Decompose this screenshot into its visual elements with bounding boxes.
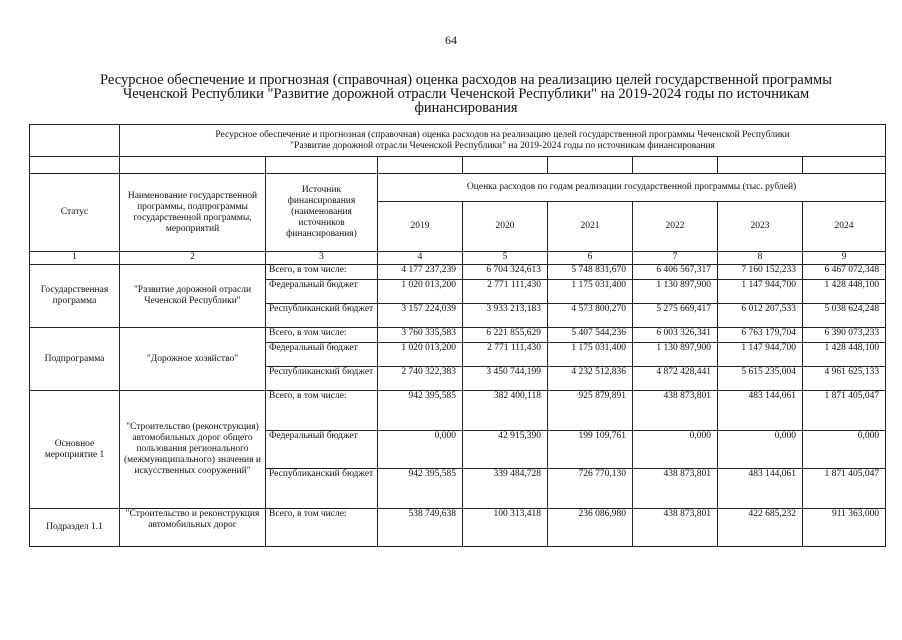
value-cell: 5 748 831,670 [548,265,633,280]
value-cell: 1 175 031,400 [548,280,633,304]
source-cell: Всего, в том числе: [266,265,378,280]
column-number: 1 [30,252,120,265]
value-cell: 1 871 405,047 [803,469,886,509]
funding-table [29,124,886,547]
value-cell: 438 873,801 [633,469,718,509]
empty-cell [30,125,120,157]
group-name: "Строительство (реконструкция) автомобильных дорог общего пользования регионального (межмуниципального) значения и искусственных сооружений" [120,391,266,509]
value-cell: 1 147 944,700 [718,343,803,367]
document-title [60,73,872,115]
value-cell: 483 144,061 [718,469,803,509]
value-cell: 2 771 111,430 [463,343,548,367]
value-cell: 7 160 152,233 [718,265,803,280]
group-name: "Развитие дорожной отрасли Чеченской Республики" [120,265,266,328]
column-number: 6 [548,252,633,265]
group-name: "Дорожное хозяйство" [120,328,266,391]
header-year: 2019 [378,202,463,252]
value-cell: 382 400,118 [463,391,548,431]
value-cell: 1 871 405,047 [803,391,886,431]
header-year: 2021 [548,202,633,252]
empty-cell [30,157,120,174]
value-cell: 42 915,390 [463,431,548,469]
value-cell: 3 450 744,199 [463,367,548,391]
value-cell: 2 740 322,383 [378,367,463,391]
value-cell: 4 177 237,239 [378,265,463,280]
value-cell: 6 704 324,613 [463,265,548,280]
empty-cell [378,157,463,174]
value-cell: 0,000 [378,431,463,469]
value-cell: 3 760 335,583 [378,328,463,343]
value-cell: 1 428 448,100 [803,343,886,367]
page-number: 64 [445,33,457,47]
value-cell: 925 879,891 [548,391,633,431]
empty-cell [718,157,803,174]
source-cell: Всего, в том числе: [266,391,378,431]
title-line-3: финансирования [414,100,518,116]
header-source: Источник финансирования (наименования источников финансирования) [266,174,378,252]
value-cell: 199 109,761 [548,431,633,469]
source-cell: Федеральный бюджет [266,343,378,367]
header-year: 2022 [633,202,718,252]
value-cell: 1 020 013,200 [378,280,463,304]
group-status: Основное мероприятие 1 [30,391,120,509]
value-cell: 0,000 [633,431,718,469]
column-number: 8 [718,252,803,265]
table-caption [120,125,886,157]
value-cell: 3 933 213,183 [463,304,548,328]
value-cell: 0,000 [718,431,803,469]
table-caption-line-1: Ресурсное обеспечение и прогнозная (справочная) оценка расходов на реализацию целей государственной программы Чеченской Республики [215,129,790,140]
value-cell: 6 406 567,317 [633,265,718,280]
value-cell: 6 221 855,629 [463,328,548,343]
value-cell: 438 873,801 [633,391,718,431]
group-status: Подраздел 1.1 [30,509,120,547]
header-status: Статус [30,174,120,252]
value-cell: 911 363,000 [803,509,886,547]
table-caption-line-2: "Развитие дорожной отрасли Чеченской Республики" на 2019-2024 годы по источникам финансирования [290,140,715,151]
value-cell: 0,000 [803,431,886,469]
header-year: 2024 [803,202,886,252]
value-cell: 4 232 512,836 [548,367,633,391]
header-year: 2023 [718,202,803,252]
value-cell: 5 615 235,004 [718,367,803,391]
value-cell: 422 685,232 [718,509,803,547]
value-cell: 438 873,801 [633,509,718,547]
empty-cell [463,157,548,174]
value-cell: 1 130 897,900 [633,280,718,304]
value-cell: 5 038 624,248 [803,304,886,328]
empty-cell [548,157,633,174]
value-cell: 942 395,585 [378,391,463,431]
table-row [30,265,886,280]
source-cell: Республиканский бюджет [266,469,378,509]
group-status: Подпрограмма [30,328,120,391]
value-cell: 5 407 544,236 [548,328,633,343]
value-cell: 483 144,061 [718,391,803,431]
value-cell: 100 313,418 [463,509,548,547]
column-numbers-row [30,252,886,265]
value-cell: 2 771 111,430 [463,280,548,304]
value-cell: 1 428 448,100 [803,280,886,304]
header-year: 2020 [463,202,548,252]
header-estimate: Оценка расходов по годам реализации государственной программы (тыс. рублей) [378,174,886,202]
source-cell: Всего, в том числе: [266,328,378,343]
value-cell: 1 130 897,900 [633,343,718,367]
source-cell: Федеральный бюджет [266,431,378,469]
source-cell: Республиканский бюджет [266,304,378,328]
group-status: Государственная программа [30,265,120,328]
value-cell: 6 467 072,348 [803,265,886,280]
value-cell: 538 749,638 [378,509,463,547]
value-cell: 6 390 073,233 [803,328,886,343]
title-line-2: Чеченской Республики "Развитие дорожной отрасли Чеченской Республики" на 2019-2024 годы по источникам [122,86,810,102]
empty-cell [803,157,886,174]
empty-cell [120,157,266,174]
value-cell: 236 086,980 [548,509,633,547]
source-cell: Всего, в том числе: [266,509,378,547]
table-row [30,391,886,431]
value-cell: 1 175 031,400 [548,343,633,367]
group-name: "Строительство и реконструкция автомобильных дорог [120,509,266,547]
value-cell: 6 012 207,533 [718,304,803,328]
value-cell: 4 961 625,133 [803,367,886,391]
value-cell: 6 763 179,704 [718,328,803,343]
value-cell: 1 020 013,200 [378,343,463,367]
source-cell: Республиканский бюджет [266,367,378,391]
column-number: 3 [266,252,378,265]
value-cell: 4 872 428,441 [633,367,718,391]
column-number: 4 [378,252,463,265]
column-number: 5 [463,252,548,265]
source-cell: Федеральный бюджет [266,280,378,304]
column-number: 7 [633,252,718,265]
title-line-1: Ресурсное обеспечение и прогнозная (справочная) оценка расходов на реализацию целей государственной программы [100,72,832,88]
table-row [30,509,886,547]
value-cell: 942 395,585 [378,469,463,509]
value-cell: 339 484,728 [463,469,548,509]
value-cell: 1 147 944,700 [718,280,803,304]
value-cell: 4 573 800,270 [548,304,633,328]
empty-cell [266,157,378,174]
column-number: 2 [120,252,266,265]
empty-cell [633,157,718,174]
value-cell: 6 003 326,341 [633,328,718,343]
value-cell: 726 770,130 [548,469,633,509]
value-cell: 5 275 669,417 [633,304,718,328]
value-cell: 3 157 224,039 [378,304,463,328]
column-number: 9 [803,252,886,265]
table-row [30,328,886,343]
header-name: Наименование государственной программы, подпрограммы государственной программы, мероприятий [120,174,266,252]
